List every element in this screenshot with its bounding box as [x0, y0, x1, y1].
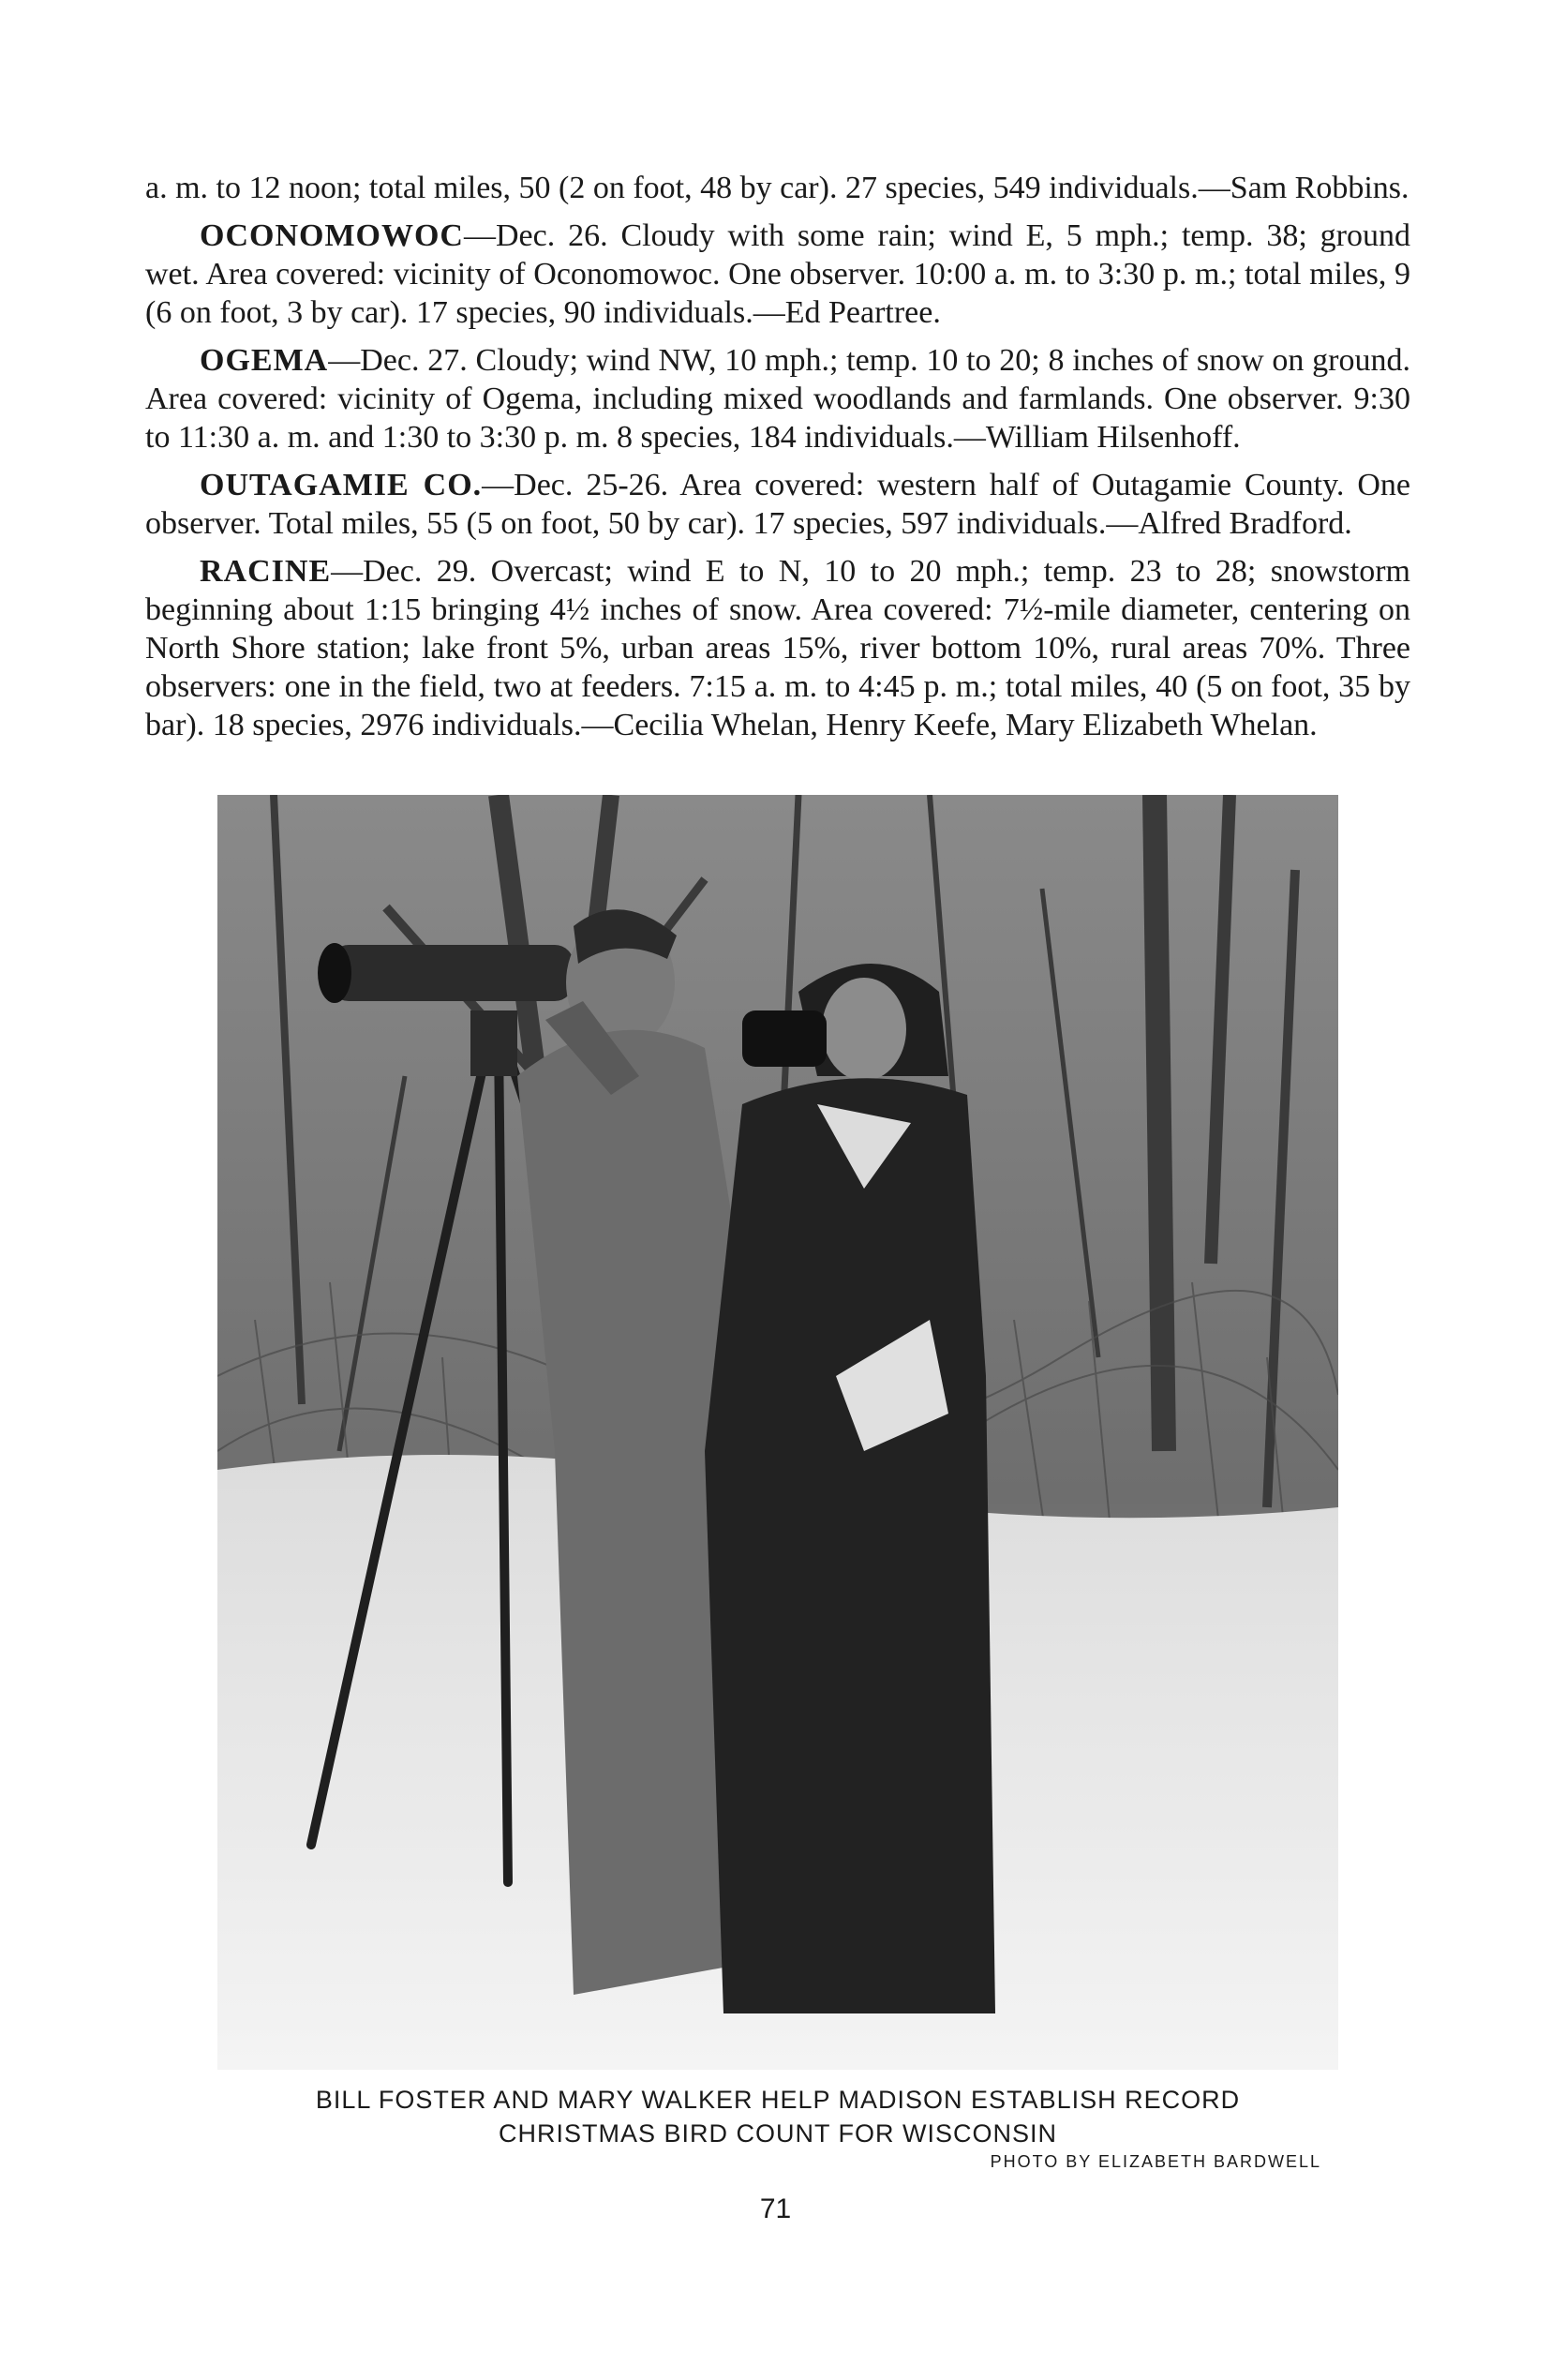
paragraph-text: —Dec. 26. Cloudy with some rain; wind E, 5 mph.; temp. 38; ground wet. Area covered: vicinity of Oconomowoc. One observer. 10:00 a. m. to 3:30 p. m.; total miles, 9 (6 on foot, 3 by car). 17 species, 90 individuals.—Ed Peartree. — [145, 218, 1410, 330]
paragraph-outagamie — [145, 466, 1410, 543]
location-heading: OGEMA — [200, 343, 329, 378]
paragraph-ogema — [145, 341, 1410, 457]
woman-figure — [705, 964, 995, 2013]
paragraph-text: —Dec. 25-26. Area covered: western half of Outagamie County. One observer. Total miles, 55 (5 on foot, 50 by car). 17 species, 597 individuals.—Alfred Bradford. — [145, 468, 1410, 541]
location-heading: OUTAGAMIE CO. — [200, 468, 483, 502]
location-heading: RACINE — [200, 554, 332, 589]
paragraph-oconomowoc — [145, 217, 1410, 332]
caption-line: CHRISTMAS BIRD COUNT FOR WISCONSIN — [498, 2119, 1058, 2148]
caption-line: BILL FOSTER AND MARY WALKER HELP MADISON ESTABLISH RECORD — [315, 2086, 1241, 2114]
paragraph-text: a. m. to 12 noon; total miles, 50 (2 on foot, 48 by car). 27 species, 549 individuals.—Sam Robbins. — [145, 171, 1409, 205]
photo-caption — [217, 2083, 1338, 2150]
paragraph-continuation — [145, 169, 1410, 207]
photograph — [217, 795, 1338, 2070]
page-number: 71 — [759, 2193, 792, 2224]
photo-credit: PHOTO BY ELIZABETH BARDWELL — [990, 2152, 1321, 2171]
paragraph-text: —Dec. 27. Cloudy; wind NW, 10 mph.; temp. 10 to 20; 8 inches of snow on ground. Area covered: vicinity of Ogema, including mixed woodlands and farmlands. One observer. 9:30 to 11:30 a. m. and 1:30 to 3:30 p. m. 8 species, 184 individuals.—William Hilsenhoff. — [145, 343, 1410, 455]
spotting-scope — [318, 943, 574, 1003]
paragraph-racine — [145, 552, 1410, 744]
paragraph-text: —Dec. 29. Overcast; wind E to N, 10 to 20 mph.; temp. 23 to 28; snowstorm beginning about 1:15 bringing 4½ inches of snow. Area covered: 7½-mile diameter, centering on North Shore station; lake front 5%, urban areas 15%, river bottom 10%, rural areas 70%. Three observers: one in the field, two at feeders. 7:15 a. m. to 4:45 p. m.; total miles, 40 (5 on foot, 35 by bar). 18 species, 2976 individuals.—Cecilia Whelan, Henry Keefe, Mary Elizabeth Whelan. — [145, 554, 1410, 742]
article-text — [145, 169, 1410, 754]
location-heading: OCONOMOWOC — [200, 218, 464, 253]
photo-illustration — [217, 795, 1338, 2070]
